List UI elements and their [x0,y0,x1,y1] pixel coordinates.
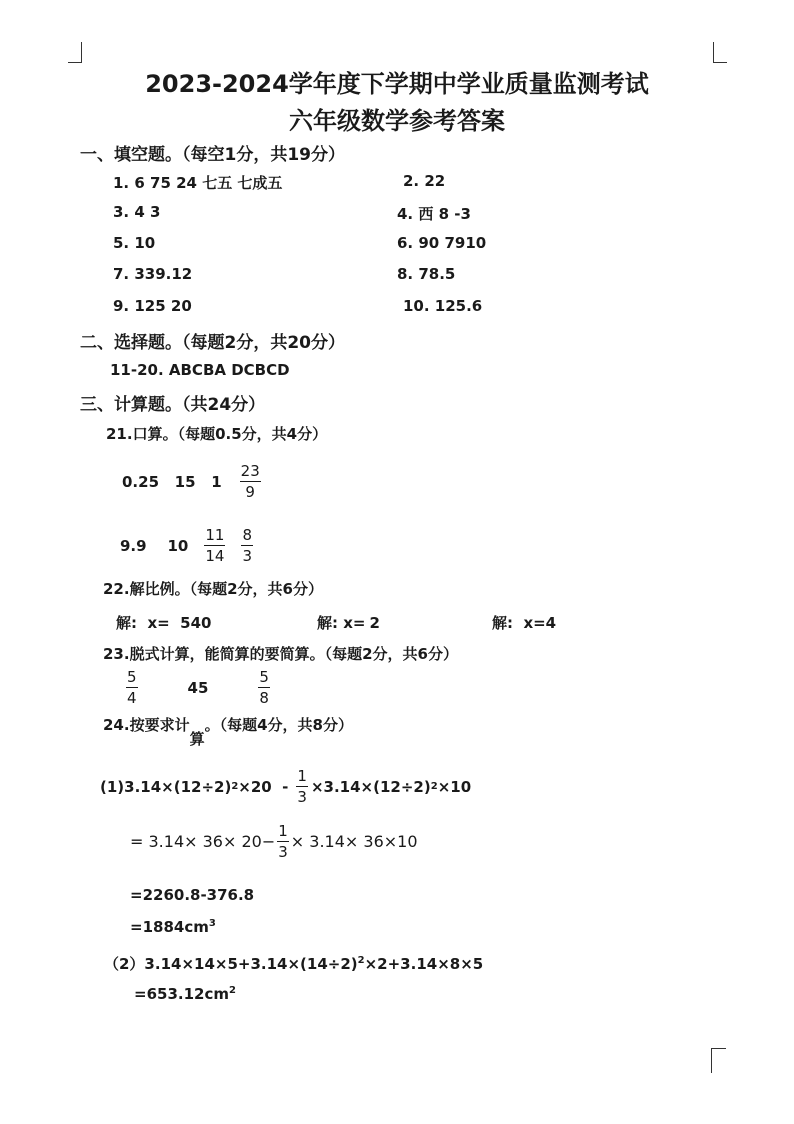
crop-mark-bottom-right [711,1048,726,1073]
crop-mark-top-right [713,42,727,63]
section1-heading: 一、填空题。（每空1分，共19分） [80,145,345,165]
answer-7: 7. 339.12 [113,265,193,283]
crop-mark-top-left [68,42,82,63]
section3-heading: 三、计算题。（共24分） [80,395,266,415]
q24-part1: (1)3.14×(12÷2) 2 ×20 - $\frac{1}{3}$ ×3.14×(12÷2) 2 ×10 [100,767,472,806]
q22-answer1: 解: x= 540 [116,614,212,632]
q23-answers [126,668,270,707]
answer-9: 9. 125 20 [113,297,192,315]
q21-row2-fraction2: $\frac{8}{3}$ [242,526,252,565]
q23-fraction2: $\frac{5}{8}$ [259,668,269,707]
page-subtitle: 六年级数学参考答案 [289,107,505,135]
q21-row2-fraction1: $\frac{11}{14}$ [205,526,225,565]
q22-answer3: 解: x=4 [492,614,557,632]
q21-heading: 21.口算。（每题0.5分，共4分） [106,425,328,443]
q24-step2: =2260.8-376.8 [130,886,255,904]
q24-part2: $(2)3.14\times 14\times 5+3.14\times(14\div 2)^2\times 2+3.14\times 8\times 5$ [104,955,484,973]
q23-fraction1: $\frac{5}{4}$ [127,668,137,707]
q24-step1-fraction: $\frac{1}{3}$ [278,822,288,861]
q21-row1-values: 0.25 15 1 [122,472,222,491]
q23-mid: 45 [187,678,209,697]
q21-row2 [120,526,253,565]
q22-heading: 22.解比例。（每题2分，共6分） [103,580,323,598]
q21-row1 [122,462,261,501]
q24-step3: $=1884cm^3$ [130,918,216,936]
q22-answer2: 解: x= 2 [317,614,380,632]
answer-5: 5. 10 [113,234,156,252]
q21-row2-values: 9.9 10 [120,536,189,555]
q21-row1-fraction: $\frac{23}{9}$ [240,462,260,501]
choice-answers: 11-20. ABCBA DCBCD [110,361,290,379]
answer-3: 3. 4 3 [113,203,161,221]
q24-part1-fraction: $\frac{1}{3}$ [297,767,307,806]
q24-part2-result: $=653.12cm^2$ [134,985,236,1003]
answer-4: 4. 西 8 -3 [397,205,471,223]
answer-2: 2. 22 [403,172,446,190]
answer-8: 8. 78.5 [397,265,456,283]
section2-heading: 二、选择题。（每题2分，共20分） [80,333,345,353]
q24-step1: = 3.14× 36× 20− $\frac{1}{3}$ × 3.14× 36×10 [130,822,418,861]
page-title: 2023-2024学年度下学期中学业质量监测考试 [145,70,649,98]
answer-10: 10. 125.6 [403,297,483,315]
answer-6: 6. 90 7910 [397,234,487,252]
q24-heading: 24.按要求计算。（每题4分，共8分） [103,716,353,748]
answer-1: 1. 6 75 24 七五 七成五 [113,174,283,192]
q23-heading: 23.脱式计算，能简算的要简算。（每题2分，共6分） [103,645,458,663]
